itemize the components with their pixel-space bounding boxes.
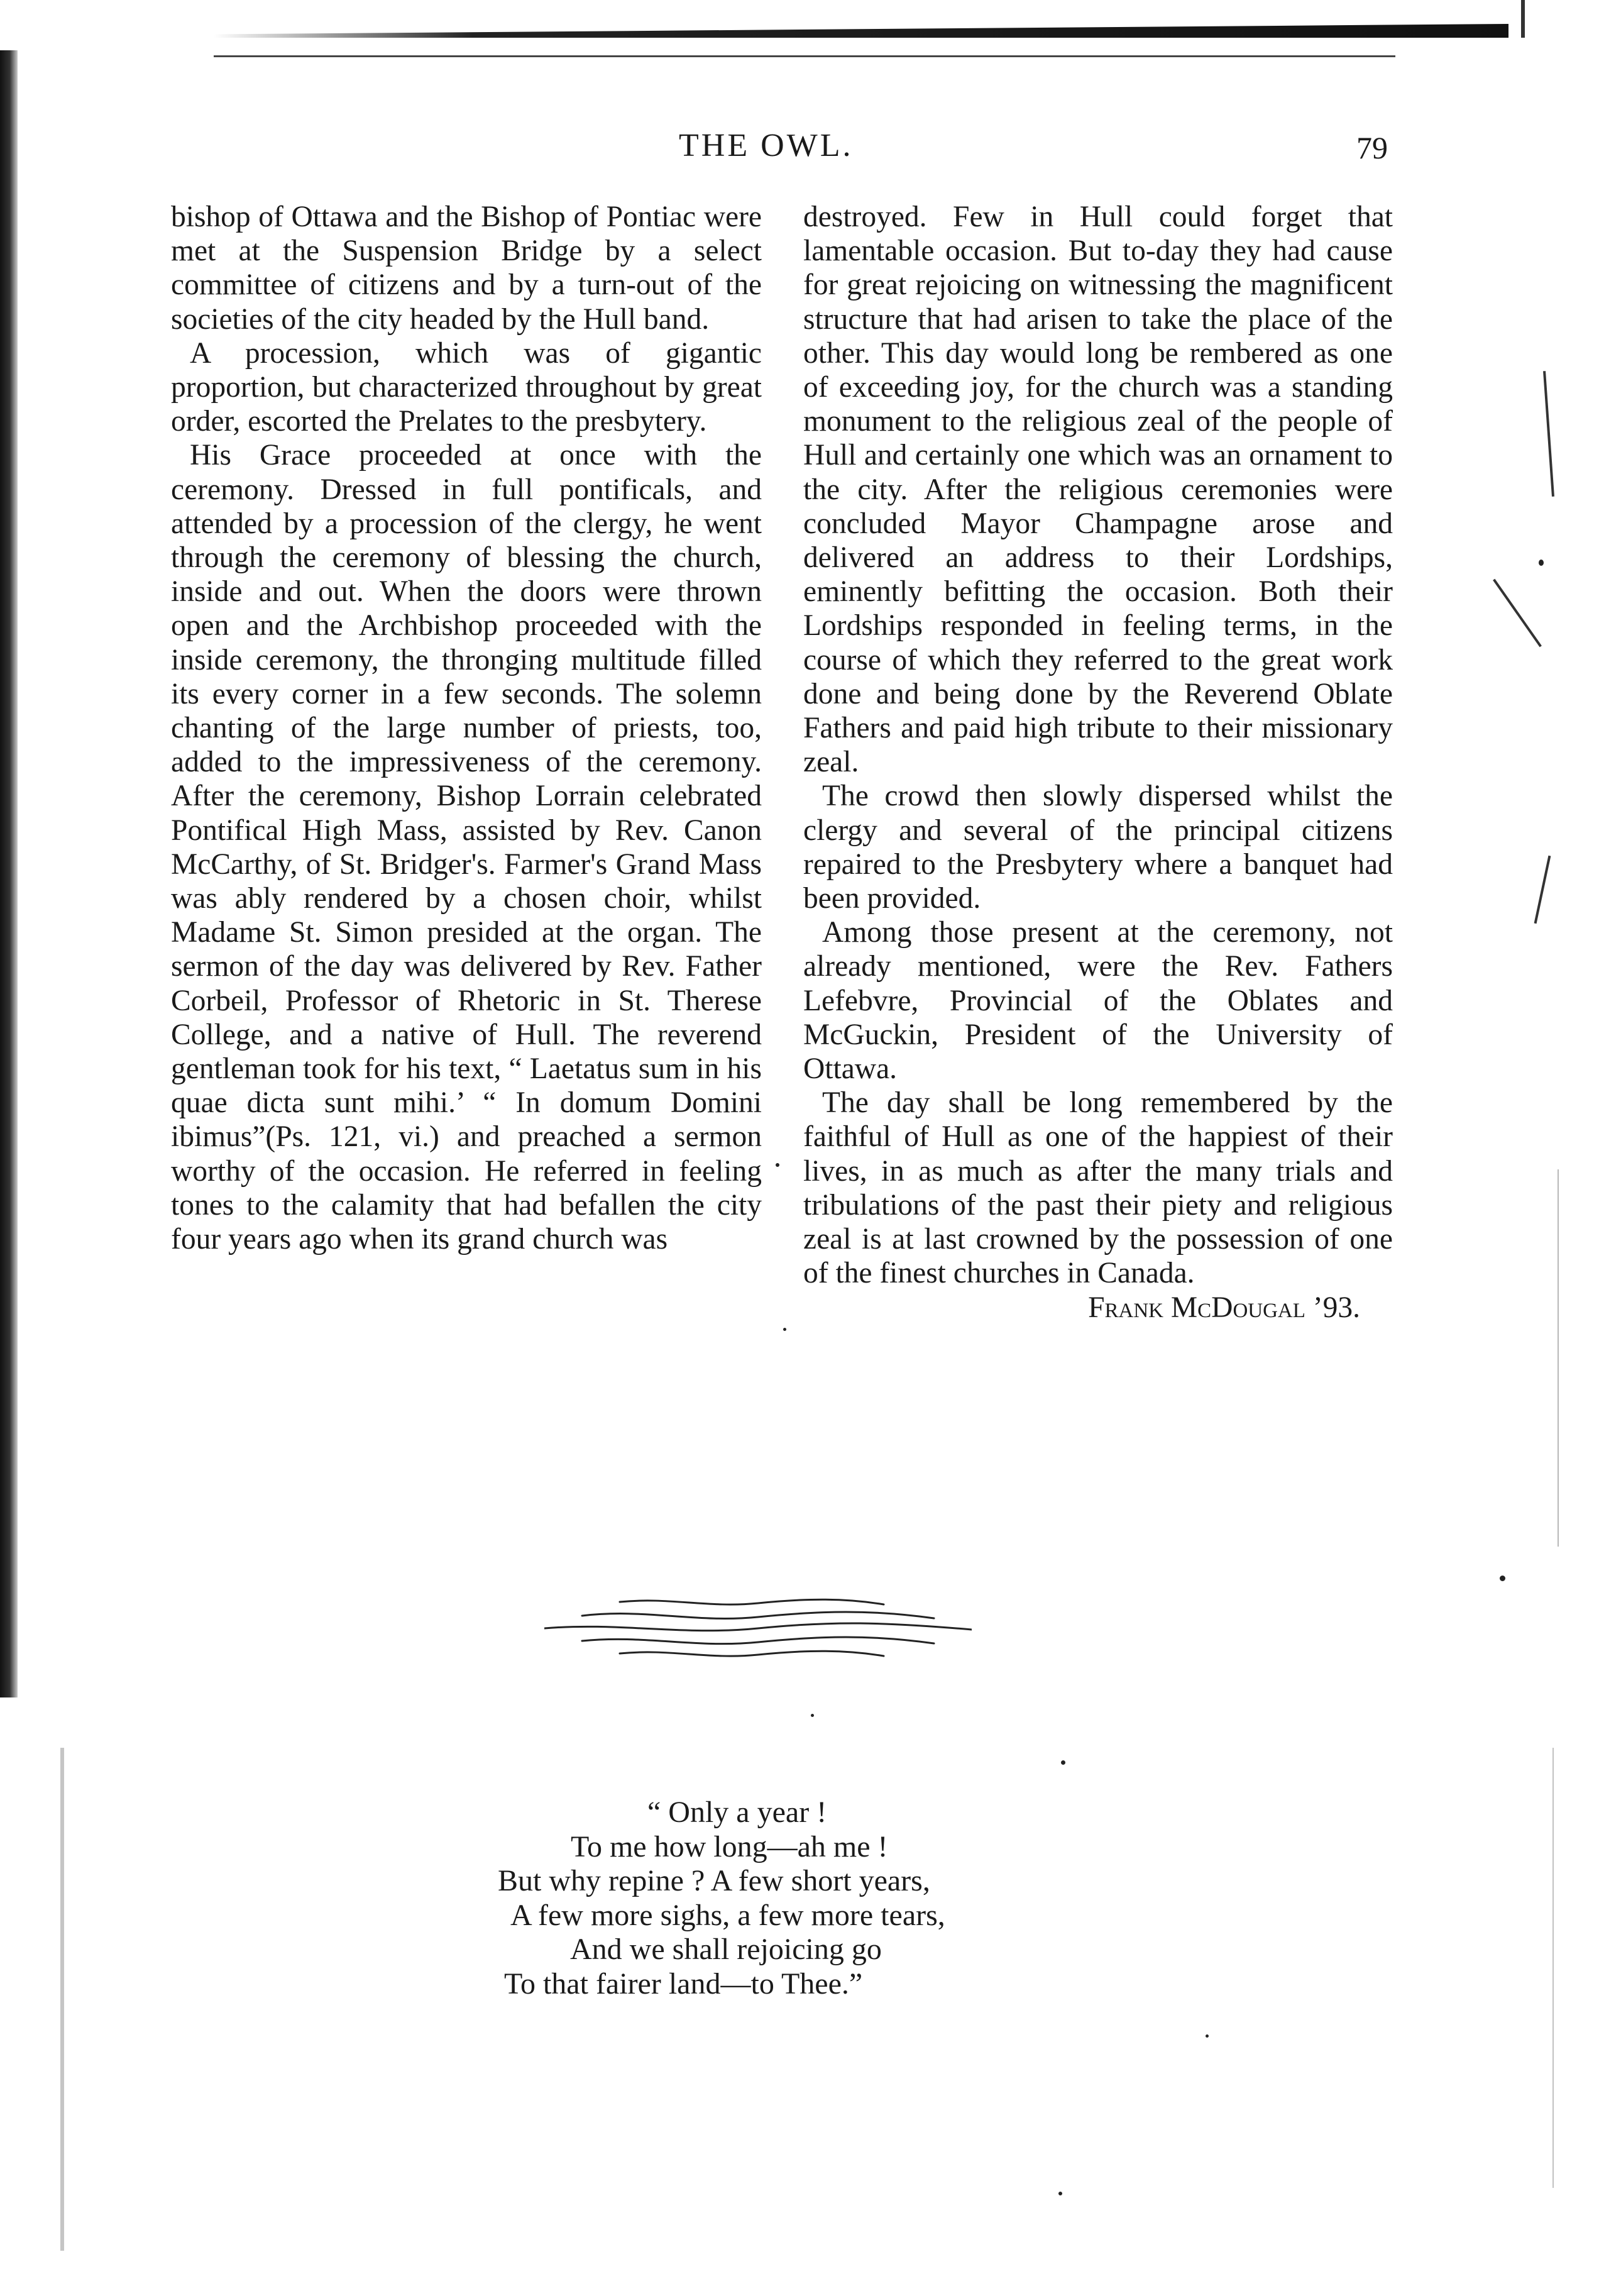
author-signature: Frank McDougal ’93.	[1088, 1291, 1360, 1324]
scan-speck	[1539, 560, 1544, 566]
left-paragraph-2: A procession, which was of gigantic proportion, but characterized throughout by great order, escorted the Prelates to the presbytery.	[171, 336, 762, 438]
left-paragraph-1: bishop of Ottawa and the Bishop of Pontiac were met at the Suspension Bridge by a select committee of citizens and by a turn-out of the societies of the city headed by the Hull band.	[171, 201, 762, 336]
scan-speck	[1058, 2192, 1062, 2195]
poem-line-1: “ Only a year !	[647, 1796, 827, 1829]
edge-mark	[1521, 0, 1525, 38]
scan-speck	[811, 1714, 814, 1717]
top-border-rule	[214, 24, 1508, 38]
poem-line-6: To that fairer land—to Thee.”	[504, 1967, 863, 2001]
page-number: 79	[1356, 130, 1388, 165]
left-column	[171, 200, 762, 1256]
binding-edge-faint	[60, 1748, 64, 2251]
wavy-line-ornament-icon	[544, 1589, 972, 1665]
poem-line-4: A few more sighs, a few more tears,	[510, 1898, 945, 1932]
edge-mark	[1493, 579, 1542, 648]
edge-mark	[1543, 371, 1554, 497]
edge-mark	[1552, 1748, 1554, 2188]
binding-edge-shadow	[0, 50, 18, 1697]
poem-line-2: To me how long—ah me !	[571, 1830, 888, 1863]
right-column	[803, 200, 1393, 1325]
poem-line-3: But why repine ? A few short years,	[498, 1864, 930, 1897]
right-paragraph-1: destroyed. Few in Hull could forget that lamentable occasion. But to-day they had cause for great rejoicing on witnessing the magnificent structure that had arisen to take the place of the other. This day would long be rembered as one of exceeding joy, for the church was a standing monument to the religious zeal of the people of Hull and certainly one which was an ornament to the city. After the religious ceremonies were concluded Mayor Champagne arose and delivered an address to their Lordships, eminently befitting the occasion. Both their Lordships responded in feeling terms, in the course of which they referred to the great work done and being done by the Reverend Oblate Fathers and paid high tribute to their missionary zeal.	[803, 201, 1393, 779]
top-thin-rule	[214, 55, 1395, 57]
running-title: THE OWL.	[679, 128, 854, 163]
scan-speck	[1500, 1576, 1505, 1581]
scan-speck	[1061, 1760, 1065, 1765]
edge-mark	[1534, 856, 1551, 924]
scan-speck	[1206, 2034, 1209, 2038]
scan-speck	[783, 1328, 786, 1331]
right-paragraph-2: The crowd then slowly dispersed whilst the clergy and several of the principal citizens repaired to the Presbytery where a banquet had been provided.	[803, 780, 1393, 915]
scan-speck	[776, 1163, 779, 1167]
right-paragraph-4: The day shall be long remembered by the faithful of Hull as one of the happiest of their lives, in as much as after the many trials and tribulations of the past their piety and religious zeal is at last crowned by the possession of one of the finest churches in Canada.	[803, 1086, 1393, 1290]
poem-line-5: And we shall rejoicing go	[570, 1933, 882, 1966]
edge-mark	[1558, 1169, 1559, 1547]
right-paragraph-3: Among those present at the ceremony, not already mentioned, were the Rev. Fathers Lefebvre, Provincial of the Oblates and McGuckin, President of the University of Ottawa.	[803, 916, 1393, 1086]
left-paragraph-3: His Grace proceeded at once with the ceremony. Dressed in full pontificals, and attended by a procession of the clergy, he went through the ceremony of blessing the church, inside and out. When the doors were thrown open and the Archbishop proceeded with the inside ceremony, the thronging multitude filled its every corner in a few seconds. The solemn chanting of the large number of priests, too, added to the impressiveness of the ceremony. After the ceremony, Bishop Lorrain celebrated Pontifical High Mass, assisted by Rev. Canon McCarthy, of St. Bridger's. Farmer's Grand Mass was ably rendered by a chosen choir, whilst Madame St. Simon presided at the organ. The sermon of the day was delivered by Rev. Father Corbeil, Professor of Rhetoric in St. Therese College, and a native of Hull. The reverend gentleman took for his text, “ Laetatus sum in his quae dicta sunt mihi.’ “ In domum Domini ibimus”(Ps. 121, vi.) and preached a sermon worthy of the occasion. He referred in feeling tones to the calamity that had befallen the city four years ago when its grand church was	[171, 439, 762, 1256]
closing-poem	[498, 1796, 1114, 2001]
